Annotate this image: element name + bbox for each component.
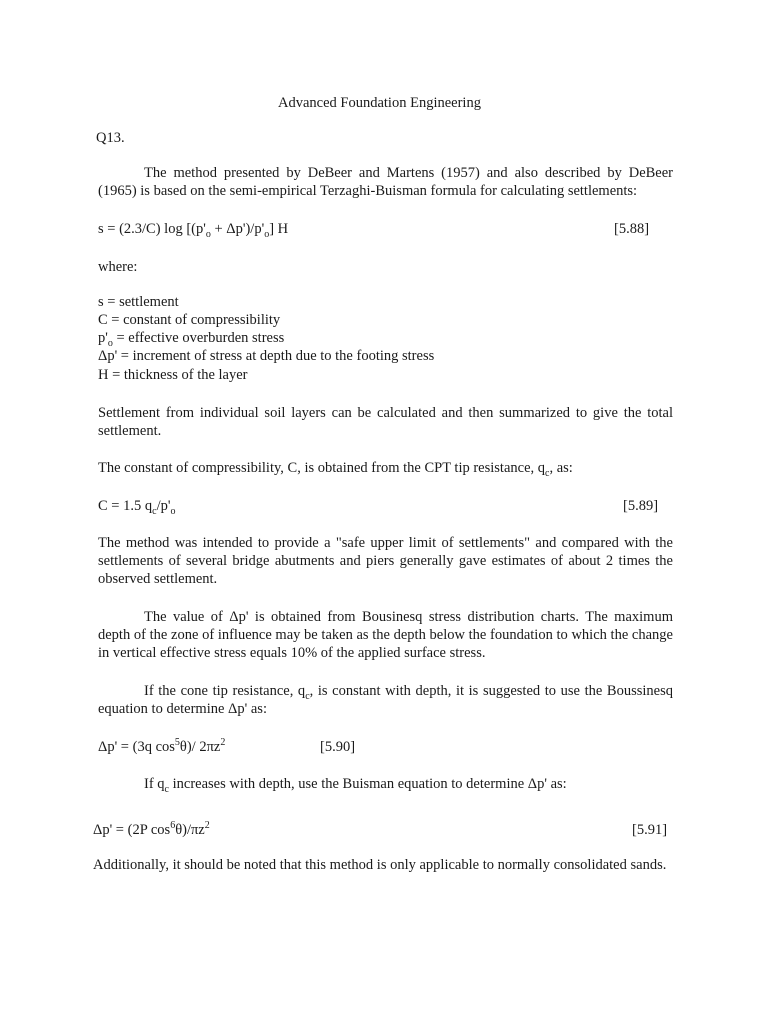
intro-paragraph: The method presented by DeBeer and Martens (1957) and also described by DeBeer (1965) is based on the semi-empirical Terzaghi-Buisman formula for calculating settlements: — [98, 165, 673, 199]
equation-number-5-91: [5.91] — [632, 822, 668, 838]
where-label: where: — [98, 259, 138, 275]
cone-paragraph: If the cone tip resistance, $q_c$, is constant with depth, it is suggested to use the Boussinesq equation to determine Δp' as: — [98, 683, 673, 717]
closing-paragraph: Additionally, it should be noted that this method is only applicable to normally consolidated sands. — [93, 857, 667, 873]
definition-s: s = settlement — [98, 294, 179, 310]
equation-5-89: C = 1.5 $q_c/p'_o$ — [98, 498, 176, 517]
method-paragraph: The method was intended to provide a "safe upper limit of settlements" and compared with the settlements of several bridge abutments and piers generally gave estimates of about 2 times the observed settlement. — [98, 535, 673, 587]
equation-number-5-89: [5.89] — [623, 498, 659, 514]
definition-po: $p'_o$ = effective overburden stress — [98, 330, 285, 349]
increase-paragraph: If $q_c$ increases with depth, use the Buisman equation to determine Δp' as: — [144, 776, 567, 795]
value-paragraph: The value of Δp' is obtained from Bousinesq stress distribution charts. The maximum depth of the zone of influence may be taken as the depth below the foundation to which the change in vertical effective stress equals 10% of the applied surface stress. — [98, 609, 673, 661]
question-label: Q13. — [96, 130, 125, 146]
definition-c: C = constant of compressibility — [98, 312, 281, 328]
equation-5-88: s = (2.3/C) $\log [(p'_o + \Delta p')/p'_o]$ H — [98, 221, 289, 240]
equation-number-5-88: [5.88] — [614, 221, 650, 237]
equation-number-5-90: [5.90] — [320, 739, 356, 755]
definition-h: H = thickness of the layer — [98, 367, 248, 383]
definition-delta-p: Δp' = increment of stress at depth due to the footing stress — [98, 348, 435, 364]
equation-5-91: Δp' = (2P $\cos^6\theta)/\pi z^2$ — [93, 820, 210, 838]
compressibility-paragraph: The constant of compressibility, C, is obtained from the CPT tip resistance, $q_c$, as: — [98, 460, 573, 479]
equation-5-90: Δp' = (3q $\cos^5\theta)/$ $2\pi z^2$ — [98, 737, 226, 755]
settlement-paragraph: Settlement from individual soil layers can be calculated and then summarized to give the total settlement. — [98, 405, 673, 439]
document-title: Advanced Foundation Engineering — [278, 95, 481, 111]
